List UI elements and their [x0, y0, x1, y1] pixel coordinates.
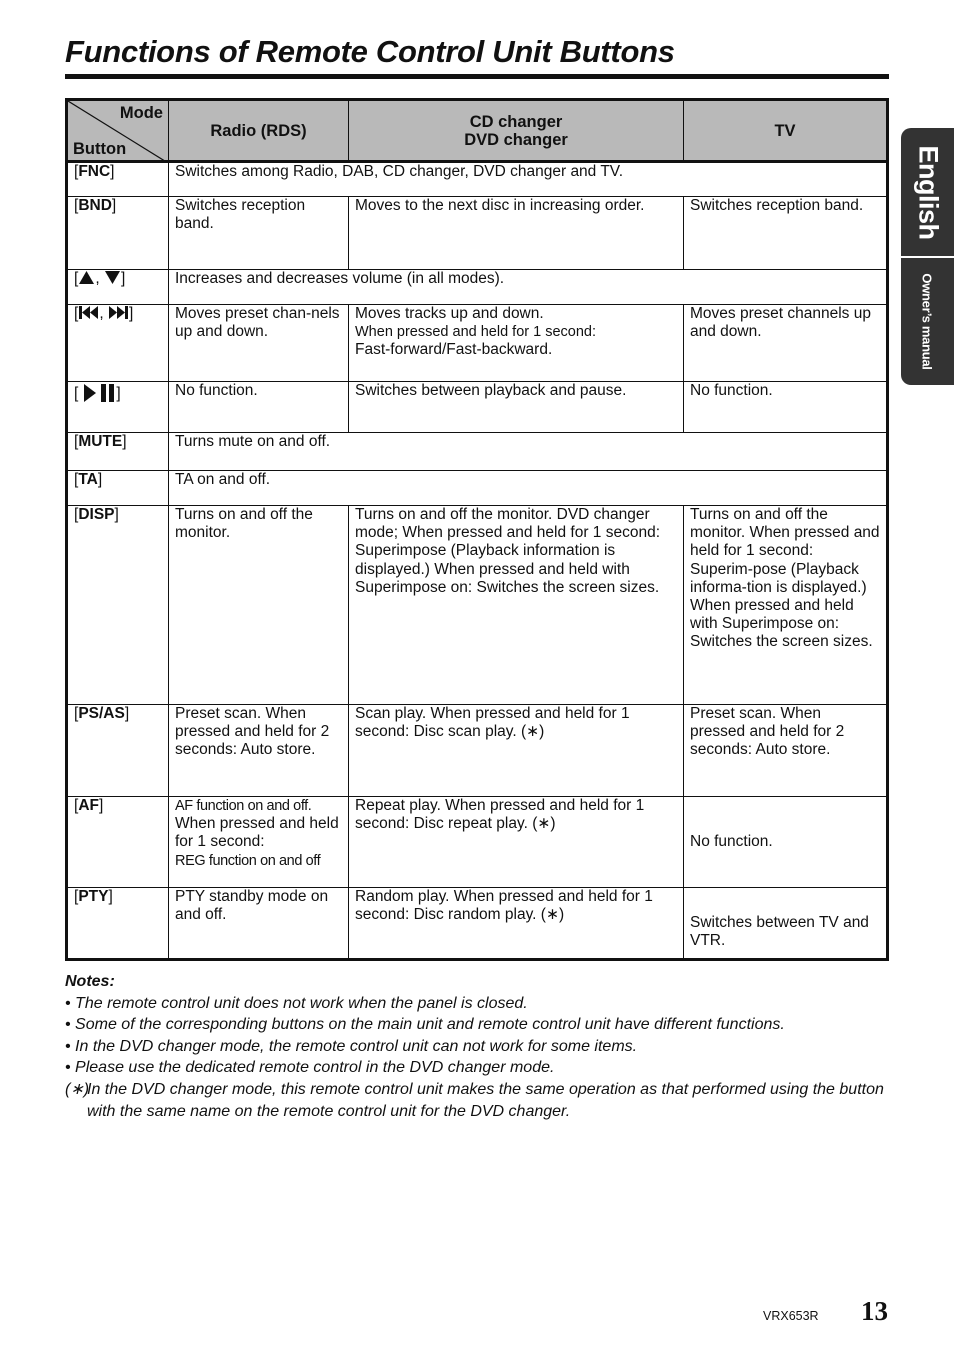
skip-forward-icon	[108, 305, 129, 320]
bnd-tv: Switches reception band.	[684, 197, 888, 270]
button-label-psas: PS/AS	[78, 705, 125, 722]
bnd-radio: Switches reception band.	[169, 197, 349, 270]
row-volume	[67, 270, 888, 305]
asterisk-note	[65, 1079, 895, 1122]
button-label-fnc: FNC	[78, 163, 111, 180]
row-pty	[67, 888, 888, 960]
af-radio	[169, 797, 349, 888]
button-cell-disp: [DISP]	[67, 506, 169, 705]
button-label-pty: PTY	[78, 888, 109, 905]
skip-cd	[349, 305, 684, 382]
functions-table	[65, 98, 889, 961]
skip-cd-main: Moves tracks up and down.	[355, 305, 544, 322]
side-tab-manual-label: Owner’s manual	[920, 273, 936, 370]
row-mute	[67, 433, 888, 471]
button-cell-mute: [MUTE]	[67, 433, 169, 471]
disp-cd: Turns on and off the monitor. DVD changer mode; When pressed and held for 1 second: Superimpose (Playback information is displayed.) When pressed and held with Superimpose on: Switches the screen sizes.	[349, 506, 684, 705]
button-cell-volume: [ , ]	[67, 270, 169, 305]
fnc-all-modes: Switches among Radio, DAB, CD changer, DVD changer and TV.	[169, 162, 888, 197]
skip-separator: ,	[99, 305, 104, 322]
page-number: 13	[861, 1296, 888, 1326]
button-cell-bnd: [BND]	[67, 197, 169, 270]
button-cell-skip: [ , ]	[67, 305, 169, 382]
header-cd-dvd	[349, 100, 684, 162]
note-item: • Please use the dedicated remote control in the DVD changer mode.	[65, 1059, 555, 1077]
button-cell-psas: [PS/AS]	[67, 705, 169, 797]
skip-tv: Moves preset channels up and down.	[684, 305, 888, 382]
button-label-ta: TA	[78, 471, 98, 488]
play-tv: No function.	[684, 382, 888, 433]
af-tv: No function.	[684, 797, 888, 888]
header-radio: Radio (RDS)	[169, 100, 349, 162]
play-radio: No function.	[169, 382, 349, 433]
model-number: VRX653R	[763, 1309, 819, 1323]
play-cd: Switches between playback and pause.	[349, 382, 684, 433]
volume-separator: ,	[95, 270, 100, 287]
skip-cd-sub2: Fast-forward/Fast-backward.	[355, 341, 553, 359]
pty-radio: PTY standby mode on and off.	[169, 888, 349, 960]
notes-section	[65, 971, 895, 1122]
ta-all-modes: TA on and off.	[169, 471, 888, 506]
page-title: Functions of Remote Control Unit Buttons	[65, 34, 675, 69]
corner-button-label: Button	[73, 140, 127, 158]
bnd-cd: Moves to the next disc in increasing order.	[349, 197, 684, 270]
header-row	[67, 100, 888, 162]
row-fnc	[67, 162, 888, 197]
pty-cd: Random play. When pressed and held for 1 second: Disc random play. (∗)	[349, 888, 684, 960]
volume-all-modes: Increases and decreases volume (in all modes).	[169, 270, 888, 305]
header-dvd-line: DVD changer	[464, 130, 568, 149]
play-pause-icon	[78, 382, 116, 404]
row-bnd	[67, 197, 888, 270]
button-cell-play-pause: [ ]	[67, 382, 169, 433]
volume-down-icon	[104, 270, 121, 285]
af-radio-line3: REG function on and off	[175, 852, 321, 869]
skip-cd-sub1: When pressed and held for 1 second:	[355, 324, 597, 341]
asterisk-mark: (∗)	[65, 1080, 90, 1098]
note-item: • In the DVD changer mode, the remote control unit can not work for some items.	[65, 1037, 638, 1055]
af-radio-line2: When pressed and held for 1 second:	[175, 815, 339, 851]
asterisk-note-text: In the DVD changer mode, this remote control unit makes the same operation as that performed using the button with the same name on the remote control unit for the DVD changer.	[87, 1080, 884, 1120]
skip-radio: Moves preset chan-nels up and down.	[169, 305, 349, 382]
skip-back-icon	[78, 305, 99, 320]
mute-all-modes: Turns mute on and off.	[169, 433, 888, 471]
disp-radio: Turns on and off the monitor.	[169, 506, 349, 705]
row-disp	[67, 506, 888, 705]
button-label-bnd: BND	[78, 197, 112, 214]
button-cell-fnc: [FNC]	[67, 162, 169, 197]
corner-header-cell	[67, 100, 169, 162]
button-label-af: AF	[78, 797, 99, 814]
row-ta	[67, 471, 888, 506]
button-cell-af: [AF]	[67, 797, 169, 888]
corner-mode-label: Mode	[119, 104, 163, 122]
disp-tv: Turns on and off the monitor. When pressed and held for 1 second: Superim-pose (Playback informa-tion is displayed.) When pressed and held with Superimpose on: Switches the screen sizes.	[684, 506, 888, 705]
pty-tv: Switches between TV and VTR.	[684, 888, 888, 960]
row-psas	[67, 705, 888, 797]
psas-radio: Preset scan. When pressed and held for 2 seconds: Auto store.	[169, 705, 349, 797]
af-radio-line1: AF function on and off.	[175, 798, 312, 814]
af-cd: Repeat play. When pressed and held for 1 second: Disc repeat play. (∗)	[349, 797, 684, 888]
title-rule	[65, 74, 889, 79]
volume-up-icon	[78, 270, 95, 285]
button-label-mute: MUTE	[78, 433, 123, 450]
side-tab-language	[901, 128, 954, 256]
button-cell-ta: [TA]	[67, 471, 169, 506]
row-skip	[67, 305, 888, 382]
row-play-pause	[67, 382, 888, 433]
button-label-disp: DISP	[78, 506, 115, 523]
notes-heading: Notes:	[65, 973, 115, 990]
note-item: • Some of the corresponding buttons on the main unit and remote control unit have different functions.	[65, 1016, 785, 1034]
note-item: • The remote control unit does not work when the panel is closed.	[65, 994, 528, 1012]
side-tab-language-label: English	[913, 144, 944, 240]
row-af	[67, 797, 888, 888]
psas-cd: Scan play. When pressed and held for 1 second: Disc scan play. (∗)	[349, 705, 684, 797]
header-cd-line: CD changer	[469, 112, 563, 131]
header-tv: TV	[684, 100, 888, 162]
button-cell-pty: [PTY]	[67, 888, 169, 960]
psas-tv: Preset scan. When pressed and held for 2 seconds: Auto store.	[684, 705, 888, 797]
side-tab-manual	[901, 258, 954, 385]
